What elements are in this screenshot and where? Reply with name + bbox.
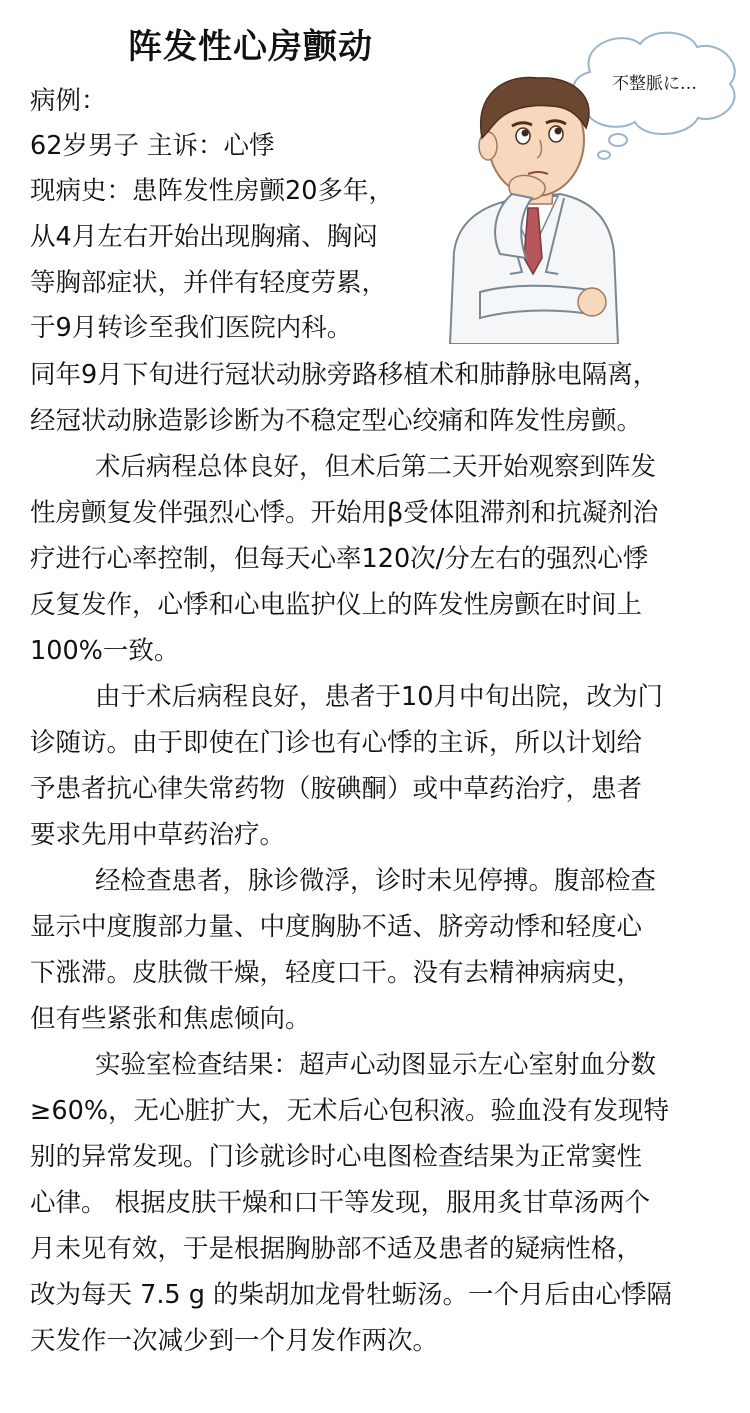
history-line: 现病史：患阵发性房颤20多年， — [30, 176, 394, 206]
paragraph-line: 别的异常发现。门诊就诊时心电图检查结果为正常窦性 — [30, 1142, 643, 1172]
paragraph-line: ≥60%，无心脏扩大，无术后心包积液。验血没有发现特 — [30, 1096, 670, 1126]
case-label: 病例： — [30, 86, 107, 116]
paragraph-line: 性房颤复发伴强烈心悸。开始用β受体阻滞剂和抗凝剂治 — [30, 498, 659, 528]
paragraph-line: 诊随访。由于即使在门诊也有心悸的主诉，所以计划给 — [30, 728, 643, 758]
history-line: 从4月左右开始出现胸痛、胸闷 — [30, 222, 378, 252]
paragraph-line: 改为每天 7.5 g 的柴胡加龙骨牡蛎汤。一个月后由心悸隔 — [30, 1280, 673, 1310]
paragraph-line: 术后病程总体良好，但术后第二天开始观察到阵发 — [95, 452, 657, 482]
paragraph-line: 实验室检查结果：超声心动图显示左心室射血分数 — [95, 1050, 657, 1080]
paragraph-line: 月未见有效，于是根据胸胁部不适及患者的疑病性格， — [30, 1234, 643, 1264]
page-title: 阵发性心房颤动 — [128, 27, 373, 67]
history-line: 经冠状动脉造影诊断为不稳定型心绞痛和阵发性房颤。 — [30, 406, 643, 436]
paragraph-line: 由于术后病程良好，患者于10月中旬出院，改为门 — [95, 682, 663, 712]
paragraph-line: 反复发作，心悸和心电监护仪上的阵发性房颤在时间上 — [30, 590, 643, 620]
paragraph-line: 但有些紧张和焦虑倾向。 — [30, 1004, 311, 1034]
thought-bubble-text: 不整脈に… — [612, 74, 697, 94]
paragraph-line: 100%一致。 — [30, 636, 180, 666]
history-line: 等胸部症状，并伴有轻度劳累， — [30, 268, 388, 298]
paragraph-line: 疗进行心率控制，但每天心率120次/分左右的强烈心悸 — [30, 544, 649, 574]
paragraph-line: 经检查患者，脉诊微浮，诊时未见停搏。腹部检查 — [95, 866, 657, 896]
paragraph-line: 心律。 根据皮肤干燥和口干等发现，服用炙甘草汤两个 — [30, 1188, 651, 1218]
paragraph-line: 显示中度腹部力量、中度胸胁不适、脐旁动悸和轻度心 — [30, 912, 643, 942]
thinking-doctor-illustration — [440, 22, 745, 344]
paragraph-line: 要求先用中草药治疗。 — [30, 820, 286, 850]
paragraph-line: 天发作一次减少到一个月发作两次。 — [30, 1326, 439, 1356]
history-line: 于9月转诊至我们医院内科。 — [30, 313, 353, 343]
paragraph-line: 予患者抗心律失常药物（胺碘酮）或中草药治疗，患者 — [30, 774, 643, 804]
paragraph-line: 下涨滞。皮肤微干燥，轻度口干。没有去精神病病史， — [30, 958, 643, 988]
chief-complaint: 62岁男子 主诉：心悸 — [30, 131, 275, 161]
history-line: 同年9月下旬进行冠状动脉旁路移植术和肺静脉电隔离， — [30, 360, 659, 390]
